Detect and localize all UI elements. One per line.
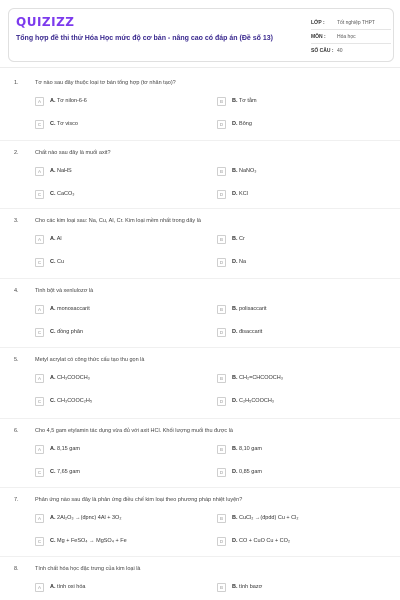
option-label: B.: [232, 584, 238, 590]
option-letter-box: C: [35, 397, 44, 406]
option-label: C.: [50, 259, 56, 265]
question-text: Phản ứng nào sau đây là phản ứng điều chế kim loại theo phương pháp nhiệt luyện?: [35, 497, 243, 503]
option-value: CaCO₃: [57, 191, 75, 197]
answer-option-a[interactable]: [35, 165, 72, 177]
option-letter-box: A: [35, 374, 44, 383]
option-letter-box: A: [35, 445, 44, 454]
answer-option-b[interactable]: [217, 233, 245, 245]
answer-option-d[interactable]: [217, 535, 290, 547]
answer-option-c[interactable]: [35, 118, 78, 130]
answer-option-d[interactable]: [217, 326, 262, 338]
question-separator: [0, 278, 400, 279]
option-label: B.: [232, 446, 238, 452]
question-number: 6.: [14, 428, 19, 434]
option-letter-box: B: [217, 374, 226, 383]
option-letter-box: A: [35, 583, 44, 592]
option-letter-box: D: [217, 258, 226, 267]
option-label: B.: [232, 168, 238, 174]
option-text: [232, 538, 290, 544]
option-letter-box: B: [217, 514, 226, 523]
option-label: A.: [50, 306, 56, 312]
option-letter-box: C: [35, 120, 44, 129]
option-label: D.: [232, 538, 238, 544]
option-text: [232, 259, 246, 265]
option-label: A.: [50, 98, 56, 104]
option-label: A.: [50, 446, 56, 452]
answer-option-b[interactable]: [217, 95, 257, 107]
option-value: 7,65 gam: [57, 469, 80, 475]
option-label: C.: [50, 121, 56, 127]
option-letter-box: D: [217, 537, 226, 546]
option-text: [50, 236, 62, 242]
answer-option-a[interactable]: [35, 512, 121, 524]
question-separator: [0, 556, 400, 557]
option-letter-box: B: [217, 167, 226, 176]
option-letter-box: C: [35, 537, 44, 546]
option-letter-box: B: [217, 97, 226, 106]
option-letter-box: C: [35, 258, 44, 267]
option-value: monosaccarit: [57, 306, 90, 312]
option-letter-box: C: [35, 190, 44, 199]
option-value: Cr: [239, 236, 245, 242]
option-label: B.: [232, 98, 238, 104]
option-value: Al: [56, 236, 62, 242]
option-letter-box: A: [35, 97, 44, 106]
option-value: CH₃COOCH₃: [57, 375, 90, 381]
answer-option-d[interactable]: [217, 466, 262, 478]
option-label: B.: [232, 515, 238, 521]
option-value: polisaccarit: [239, 306, 267, 312]
worksheet-title: Tổng hợp đề thi thử Hóa Học mức độ cơ bản - nâng cao có đáp án (Đề số 13): [16, 35, 273, 42]
option-label: A.: [50, 515, 56, 521]
option-value: NaNO₃: [239, 168, 257, 174]
option-value: 2Al₂O₃ →(đpnc) 4Al + 3O₂: [57, 515, 122, 521]
option-value: Na: [239, 259, 247, 265]
option-label: A.: [50, 584, 56, 590]
option-letter-box: A: [35, 514, 44, 523]
question-text: Chất nào sau đây là muối axit?: [35, 150, 111, 156]
question-number: 4.: [14, 288, 19, 294]
answer-option-d[interactable]: [217, 188, 248, 200]
answer-option-d[interactable]: [217, 118, 252, 130]
answer-option-c[interactable]: [35, 466, 80, 478]
option-letter-box: D: [217, 397, 226, 406]
option-text: [50, 329, 83, 335]
option-letter-box: B: [217, 583, 226, 592]
meta-value: Hóa học: [337, 33, 356, 40]
question-separator: [0, 347, 400, 348]
answer-option-a[interactable]: [35, 581, 85, 593]
option-label: A.: [50, 236, 56, 242]
answer-option-c[interactable]: [35, 188, 75, 200]
option-label: D.: [232, 398, 238, 404]
option-value: CH₂=CHCOOCH₃: [239, 375, 283, 381]
option-text: [50, 538, 127, 544]
option-text: [50, 168, 72, 174]
option-label: C.: [50, 469, 56, 475]
option-value: đisaccarit: [239, 329, 263, 335]
meta-key: MÔN :: [311, 33, 326, 40]
option-value: Tơ tằm: [238, 98, 257, 104]
option-letter-box: B: [217, 305, 226, 314]
option-text: [232, 121, 252, 127]
option-text: [50, 191, 75, 197]
option-text: [232, 584, 262, 590]
answer-option-c[interactable]: [35, 395, 92, 407]
option-text: [50, 121, 78, 127]
option-label: A.: [50, 168, 56, 174]
option-text: [50, 584, 85, 590]
option-value: CH₃COOC₂H₅: [57, 398, 93, 404]
question-text: Cho các kim loại sau: Na, Cu, Al, Cr. Kim loại mềm nhất trong dãy là: [35, 218, 201, 224]
question-number: 3.: [14, 218, 19, 224]
worksheet-meta: [311, 16, 391, 57]
meta-key: SỐ CÂU :: [311, 47, 334, 54]
option-label: D.: [232, 329, 238, 335]
answer-option-a[interactable]: [35, 443, 80, 455]
option-label: B.: [232, 306, 238, 312]
option-label: C.: [50, 398, 56, 404]
option-label: D.: [232, 191, 238, 197]
option-value: tính oxi hóa: [57, 584, 86, 590]
option-text: [50, 375, 90, 381]
answer-option-b[interactable]: [217, 581, 262, 593]
answer-option-a[interactable]: [35, 372, 90, 384]
option-text: [232, 515, 298, 521]
option-value: 8,15 gam: [57, 446, 80, 452]
option-text: [232, 329, 262, 335]
question-text: Cho 4,5 gam etylamin tác dụng vừa đủ với axit HCl. Khối lượng muối thu được là: [35, 428, 233, 434]
question-separator: [0, 418, 400, 419]
option-letter-box: C: [35, 468, 44, 477]
option-text: [232, 98, 257, 104]
question-separator: [0, 487, 400, 488]
answer-option-a[interactable]: [35, 95, 87, 107]
question-number: 8.: [14, 566, 19, 572]
option-label: C.: [50, 191, 56, 197]
option-label: B.: [232, 375, 238, 381]
option-label: D.: [232, 259, 238, 265]
worksheet-header: [8, 8, 394, 62]
option-value: 8,10 gam: [239, 446, 262, 452]
option-text: [50, 98, 87, 104]
option-value: Cu: [57, 259, 65, 265]
answer-option-d[interactable]: [217, 395, 274, 407]
option-label: C.: [50, 329, 56, 335]
option-text: [232, 236, 245, 242]
meta-key: LỚP :: [311, 19, 325, 26]
option-text: [50, 515, 121, 521]
question-text: Tơ nào sau đây thuộc loại tơ bán tổng hợp (tơ nhân tạo)?: [35, 80, 176, 86]
question-text: Metyl acrylat có công thức cấu tạo thu gọn là: [35, 357, 145, 363]
option-text: [232, 398, 274, 404]
option-text: [50, 469, 80, 475]
option-letter-box: A: [35, 305, 44, 314]
option-value: Mg + FeSO₄ → MgSO₄ + Fe: [57, 538, 127, 544]
meta-row-question-count: [311, 44, 391, 57]
answer-option-d[interactable]: [217, 256, 246, 268]
answer-option-a[interactable]: [35, 303, 90, 315]
question-number: 2.: [14, 150, 19, 156]
answer-option-b[interactable]: [217, 443, 262, 455]
option-text: [50, 259, 64, 265]
meta-row-class: [311, 16, 391, 30]
answer-option-b[interactable]: [217, 165, 257, 177]
option-letter-box: A: [35, 167, 44, 176]
option-text: [232, 375, 283, 381]
option-value: KCl: [239, 191, 248, 197]
option-letter-box: B: [217, 235, 226, 244]
answer-option-c[interactable]: [35, 326, 83, 338]
option-letter-box: B: [217, 445, 226, 454]
answer-option-b[interactable]: [217, 372, 283, 384]
answer-option-c[interactable]: [35, 256, 64, 268]
answer-option-c[interactable]: [35, 535, 127, 547]
option-value: Tơ nilon-6-6: [56, 98, 87, 104]
question-separator: [0, 140, 400, 141]
option-text: [50, 398, 92, 404]
question-text: Tinh bột và xenlulozơ là: [35, 288, 94, 294]
meta-row-subject: [311, 30, 391, 44]
option-text: [232, 446, 262, 452]
option-value: CO + CuO Cu + CO₂: [239, 538, 291, 544]
option-value: đồng phân: [57, 329, 84, 335]
quizizz-logo: QUIZIZZ: [16, 15, 75, 29]
option-letter-box: A: [35, 235, 44, 244]
option-label: C.: [50, 538, 56, 544]
option-letter-box: D: [217, 468, 226, 477]
answer-option-a[interactable]: [35, 233, 62, 245]
option-text: [232, 168, 257, 174]
option-value: tính bazơ: [239, 584, 263, 590]
option-value: NaHS: [57, 168, 72, 174]
option-letter-box: C: [35, 328, 44, 337]
option-text: [50, 446, 80, 452]
option-text: [232, 306, 267, 312]
question-number: 5.: [14, 357, 19, 363]
meta-value: Tốt nghiệp THPT: [337, 19, 375, 26]
option-text: [232, 469, 262, 475]
question-number: 7.: [14, 497, 19, 503]
option-label: D.: [232, 469, 238, 475]
question-text: Tính chất hóa học đặc trưng của kim loại là: [35, 566, 141, 572]
header-divider: [0, 67, 400, 68]
option-label: D.: [232, 121, 238, 127]
option-label: B.: [232, 236, 238, 242]
option-letter-box: D: [217, 120, 226, 129]
answer-option-b[interactable]: [217, 303, 267, 315]
option-value: CuCl₂ →(đpdd) Cu + Cl₂: [239, 515, 299, 521]
option-value: Bông: [239, 121, 252, 127]
option-value: 0,85 gam: [239, 469, 262, 475]
question-separator: [0, 208, 400, 209]
option-letter-box: D: [217, 190, 226, 199]
question-number: 1.: [14, 80, 19, 86]
answer-option-b[interactable]: [217, 512, 298, 524]
option-label: A.: [50, 375, 56, 381]
option-value: Tơ visco: [56, 121, 78, 127]
option-letter-box: D: [217, 328, 226, 337]
option-value: C₂H₅COOCH₃: [239, 398, 275, 404]
option-text: [232, 191, 248, 197]
option-text: [50, 306, 90, 312]
meta-value: 40: [337, 47, 343, 54]
